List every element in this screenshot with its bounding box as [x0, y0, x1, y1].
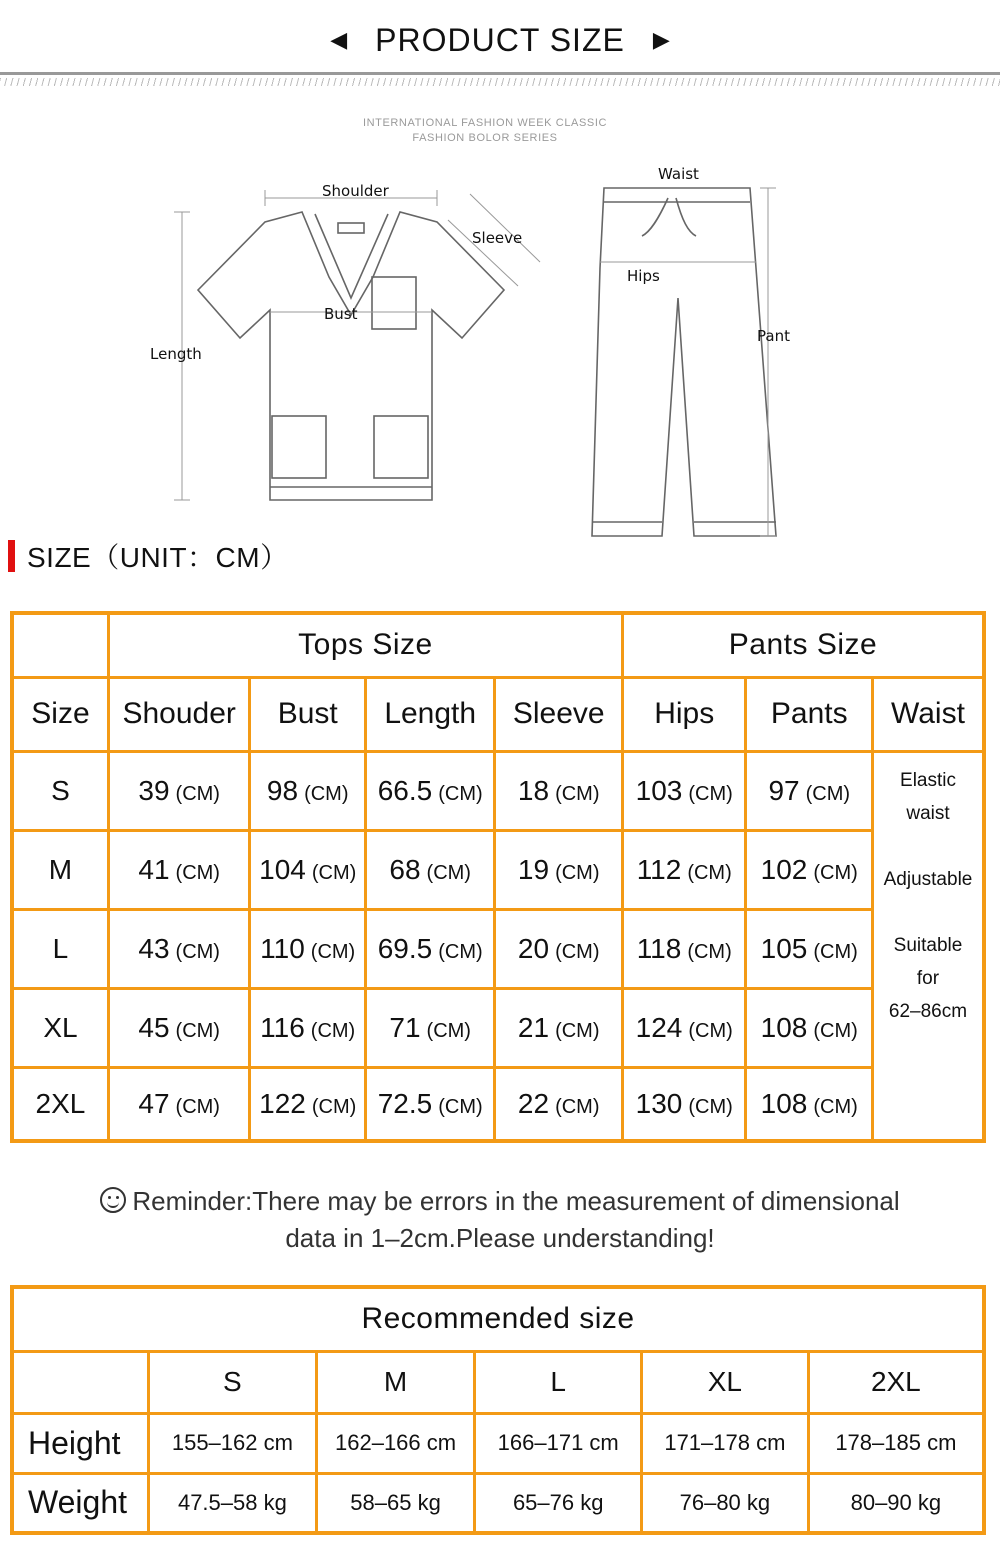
col-header-hips: Hips — [622, 677, 746, 751]
rec-size-xl: XL — [642, 1351, 809, 1413]
header-hatch-divider — [0, 78, 1000, 86]
label-bust: Bust — [324, 305, 358, 323]
bust-cell: 110 (CM) — [250, 909, 365, 988]
sleeve-cell: 19 (CM) — [495, 830, 623, 909]
sleeve-cell: 21 (CM) — [495, 988, 623, 1067]
tops-size-header: Tops Size — [108, 613, 622, 677]
bust-cell: 116 (CM) — [250, 988, 365, 1067]
waist-note-line: Elastic — [900, 769, 956, 791]
garment-diagram — [130, 150, 850, 550]
shirt-right-pocket — [374, 416, 428, 478]
shoulder-cell: 43 (CM) — [108, 909, 250, 988]
weight-cell: 47.5–58 kg — [149, 1473, 317, 1533]
bust-cell: 98 (CM) — [250, 751, 365, 830]
rec-size-2xl: 2XL — [808, 1351, 984, 1413]
page-title: PRODUCT SIZE — [375, 21, 625, 58]
length-cell: 71 (CM) — [365, 988, 495, 1067]
rec-size-m: M — [316, 1351, 475, 1413]
pants-cell: 105 (CM) — [746, 909, 873, 988]
tagline-line1: INTERNATIONAL FASHION WEEK CLASSIC — [362, 117, 608, 129]
col-header-size: Size — [12, 677, 108, 751]
length-cell: 68 (CM) — [365, 830, 495, 909]
table-row — [12, 1067, 984, 1141]
hips-cell: 112 (CM) — [622, 830, 746, 909]
waist-note-line: for — [916, 967, 940, 989]
pants-size-header: Pants Size — [622, 613, 984, 677]
table-row — [12, 830, 984, 909]
bust-cell: 122 (CM) — [250, 1067, 365, 1141]
weight-cell: 76–80 kg — [642, 1473, 809, 1533]
shirt-collar — [315, 214, 388, 298]
reminder-line1: Reminder:There may be errors in the measurement of dimensional — [132, 1186, 900, 1216]
right-arrow-icon: ▶ — [652, 27, 670, 52]
shoulder-cell: 41 (CM) — [108, 830, 250, 909]
bust-cell: 104 (CM) — [250, 830, 365, 909]
measurement-reminder — [40, 1183, 960, 1257]
rec-size-s: S — [149, 1351, 317, 1413]
size-heading-text: SIZE（UNIT：CM） — [27, 542, 289, 573]
size-cell: L — [12, 909, 108, 988]
label-hips: Hips — [627, 267, 660, 285]
accent-bar — [8, 540, 15, 572]
sleeve-cell: 18 (CM) — [495, 751, 623, 830]
height-cell: 162–166 cm — [316, 1413, 475, 1473]
height-cell: 166–171 cm — [475, 1413, 642, 1473]
weight-row — [12, 1473, 984, 1533]
length-cell: 72.5 (CM) — [365, 1067, 495, 1141]
table-row — [12, 751, 984, 830]
height-cell: 155–162 cm — [149, 1413, 317, 1473]
weight-cell: 58–65 kg — [316, 1473, 475, 1533]
shoulder-cell: 45 (CM) — [108, 988, 250, 1067]
weight-label: Weight — [12, 1473, 149, 1533]
pants-cell: 108 (CM) — [746, 988, 873, 1067]
shirt-chest-pocket — [372, 277, 416, 329]
hips-cell: 103 (CM) — [622, 751, 746, 830]
col-header-shoulder: Shouder — [108, 677, 250, 751]
recommended-title-row — [12, 1287, 984, 1351]
size-heading — [8, 536, 289, 576]
col-header-waist: Waist — [873, 677, 985, 751]
pants-cell: 102 (CM) — [746, 830, 873, 909]
table-group-row — [12, 613, 984, 677]
tagline — [285, 116, 685, 146]
hips-cell: 118 (CM) — [622, 909, 746, 988]
col-header-length: Length — [365, 677, 495, 751]
shoulder-cell: 39 (CM) — [108, 751, 250, 830]
size-cell: M — [12, 830, 108, 909]
pants-drawstring — [642, 198, 696, 236]
col-header-sleeve: Sleeve — [495, 677, 623, 751]
col-header-pants: Pants — [746, 677, 873, 751]
recommended-size-table — [10, 1285, 986, 1535]
smile-icon — [100, 1187, 126, 1213]
waist-note-line: 62–86cm — [888, 1000, 968, 1022]
label-shoulder: Shoulder — [322, 182, 389, 200]
shirt-left-pocket — [272, 416, 326, 478]
sleeve-cell: 22 (CM) — [495, 1067, 623, 1141]
waist-note-cell — [873, 751, 985, 1141]
height-cell: 171–178 cm — [642, 1413, 809, 1473]
table-header-row — [12, 677, 984, 751]
shirt-neck-label — [338, 223, 364, 233]
pants-outline — [592, 188, 776, 536]
col-header-bust: Bust — [250, 677, 365, 751]
size-cell: XL — [12, 988, 108, 1067]
pants-cell: 97 (CM) — [746, 751, 873, 830]
label-length: Length — [150, 345, 202, 363]
left-arrow-icon: ◀ — [330, 27, 348, 52]
size-cell: 2XL — [12, 1067, 108, 1141]
label-waist: Waist — [658, 165, 699, 183]
reminder-line2: data in 1–2cm.Please understanding! — [285, 1223, 715, 1253]
label-pant: Pant — [757, 327, 790, 345]
hips-cell: 130 (CM) — [622, 1067, 746, 1141]
waist-note-line: Adjustable — [883, 868, 973, 890]
page-header — [0, 18, 1000, 62]
recommended-sizes-row — [12, 1351, 984, 1413]
weight-cell: 65–76 kg — [475, 1473, 642, 1533]
size-cell: S — [12, 751, 108, 830]
length-cell: 69.5 (CM) — [365, 909, 495, 988]
label-sleeve: Sleeve — [472, 229, 523, 247]
pants-cell: 108 (CM) — [746, 1067, 873, 1141]
shoulder-cell: 47 (CM) — [108, 1067, 250, 1141]
header-divider — [0, 72, 1000, 75]
weight-cell: 80–90 kg — [808, 1473, 984, 1533]
size-table — [10, 611, 986, 1143]
empty-corner-cell — [12, 1351, 149, 1413]
shirt-outline — [198, 212, 504, 500]
length-cell: 66.5 (CM) — [365, 751, 495, 830]
waist-note-line: waist — [906, 802, 950, 824]
hips-cell: 124 (CM) — [622, 988, 746, 1067]
height-label: Height — [12, 1413, 149, 1473]
tagline-line2: FASHION BOLOR SERIES — [412, 132, 558, 144]
height-cell: 178–185 cm — [808, 1413, 984, 1473]
rec-size-l: L — [475, 1351, 642, 1413]
table-row — [12, 909, 984, 988]
recommended-title: Recommended size — [12, 1287, 984, 1351]
sleeve-cell: 20 (CM) — [495, 909, 623, 988]
empty-corner-cell — [12, 613, 108, 677]
height-row — [12, 1413, 984, 1473]
waist-note-line: Suitable — [893, 934, 963, 956]
table-row — [12, 988, 984, 1067]
